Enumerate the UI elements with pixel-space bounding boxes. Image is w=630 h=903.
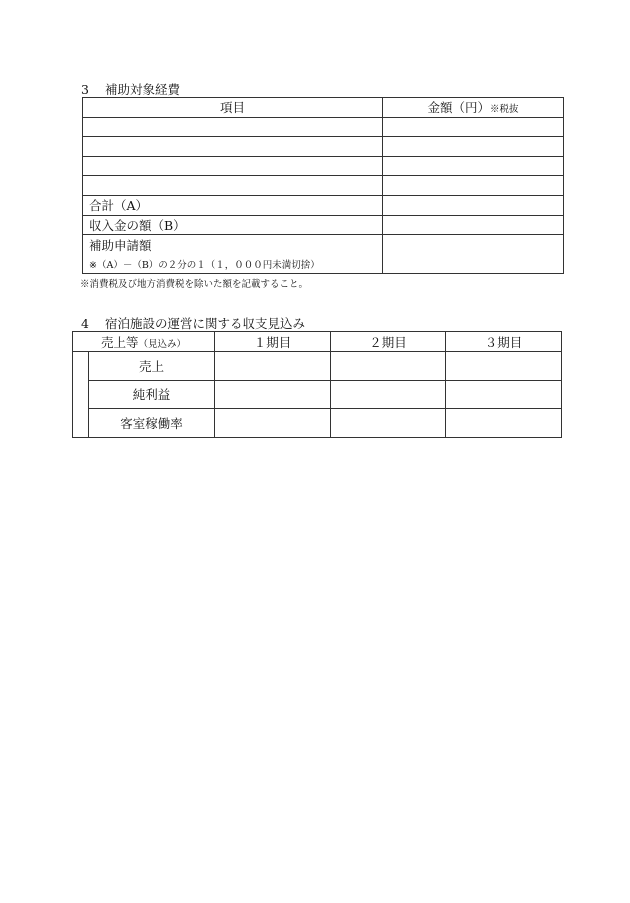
table-row bbox=[83, 176, 564, 196]
table-row bbox=[73, 352, 562, 381]
row-label-occupancy: 客室稼働率 bbox=[89, 409, 215, 438]
table-row bbox=[83, 156, 564, 176]
header-amount-label: 金額（円） bbox=[427, 100, 490, 116]
section4-number: 4 bbox=[81, 316, 89, 331]
header-sales-text: 売上等 bbox=[100, 334, 139, 350]
value-cell[interactable] bbox=[331, 352, 446, 381]
apply-row bbox=[83, 235, 564, 274]
table-header-row bbox=[83, 98, 564, 118]
value-cell[interactable] bbox=[446, 352, 562, 381]
amount-cell[interactable] bbox=[383, 176, 564, 196]
apply-label-cell bbox=[83, 235, 383, 274]
apply-note: ※（A）－（B）の２分の１（１，０００円未満切捨） bbox=[89, 260, 320, 272]
header-amount-note: ※税抜 bbox=[490, 104, 519, 116]
value-cell[interactable] bbox=[215, 409, 331, 438]
section4-title bbox=[81, 314, 305, 332]
item-cell[interactable] bbox=[83, 137, 383, 157]
section3-title-text: 補助対象経費 bbox=[105, 82, 181, 97]
table-row bbox=[83, 117, 564, 137]
header-period-2: ２期目 bbox=[331, 332, 446, 352]
value-cell[interactable] bbox=[331, 409, 446, 438]
total-amount-cell[interactable] bbox=[383, 195, 564, 215]
income-amount-cell[interactable] bbox=[383, 215, 564, 235]
amount-cell[interactable] bbox=[383, 137, 564, 157]
section3-number: 3 bbox=[81, 82, 89, 97]
amount-cell[interactable] bbox=[383, 117, 564, 137]
table-header-row bbox=[73, 332, 562, 352]
amount-cell[interactable] bbox=[383, 156, 564, 176]
income-projection-table bbox=[72, 331, 562, 438]
table-row bbox=[73, 380, 562, 409]
tax-footnote: ※消費税及び地方消費税を除いた額を記載すること。 bbox=[80, 279, 309, 290]
value-cell[interactable] bbox=[446, 409, 562, 438]
row-label-net-profit: 純利益 bbox=[89, 380, 215, 409]
total-row bbox=[83, 195, 564, 215]
item-cell[interactable] bbox=[83, 176, 383, 196]
indent-cell bbox=[73, 352, 89, 381]
value-cell[interactable] bbox=[215, 352, 331, 381]
income-row bbox=[83, 215, 564, 235]
item-cell[interactable] bbox=[83, 156, 383, 176]
income-label: 収入金の額（B） bbox=[83, 215, 383, 235]
item-cell[interactable] bbox=[83, 117, 383, 137]
section4-title-text: 宿泊施設の運営に関する収支見込み bbox=[105, 316, 306, 331]
table-row bbox=[73, 409, 562, 438]
value-cell[interactable] bbox=[331, 380, 446, 409]
header-sales-label bbox=[73, 332, 215, 352]
section3-title bbox=[81, 80, 180, 98]
apply-label: 補助申請額 bbox=[89, 238, 152, 254]
header-amount bbox=[383, 98, 564, 118]
row-label-sales: 売上 bbox=[89, 352, 215, 381]
value-cell[interactable] bbox=[215, 380, 331, 409]
value-cell[interactable] bbox=[446, 380, 562, 409]
header-item: 項目 bbox=[83, 98, 383, 118]
header-period-3: ３期目 bbox=[446, 332, 562, 352]
table-row bbox=[83, 137, 564, 157]
header-sales-note: （見込み） bbox=[138, 338, 187, 350]
header-period-1: １期目 bbox=[215, 332, 331, 352]
indent-cell bbox=[73, 380, 89, 409]
total-label: 合計（A） bbox=[83, 195, 383, 215]
apply-amount-cell[interactable] bbox=[383, 235, 564, 274]
indent-cell bbox=[73, 409, 89, 438]
subsidy-expense-table bbox=[82, 97, 564, 274]
